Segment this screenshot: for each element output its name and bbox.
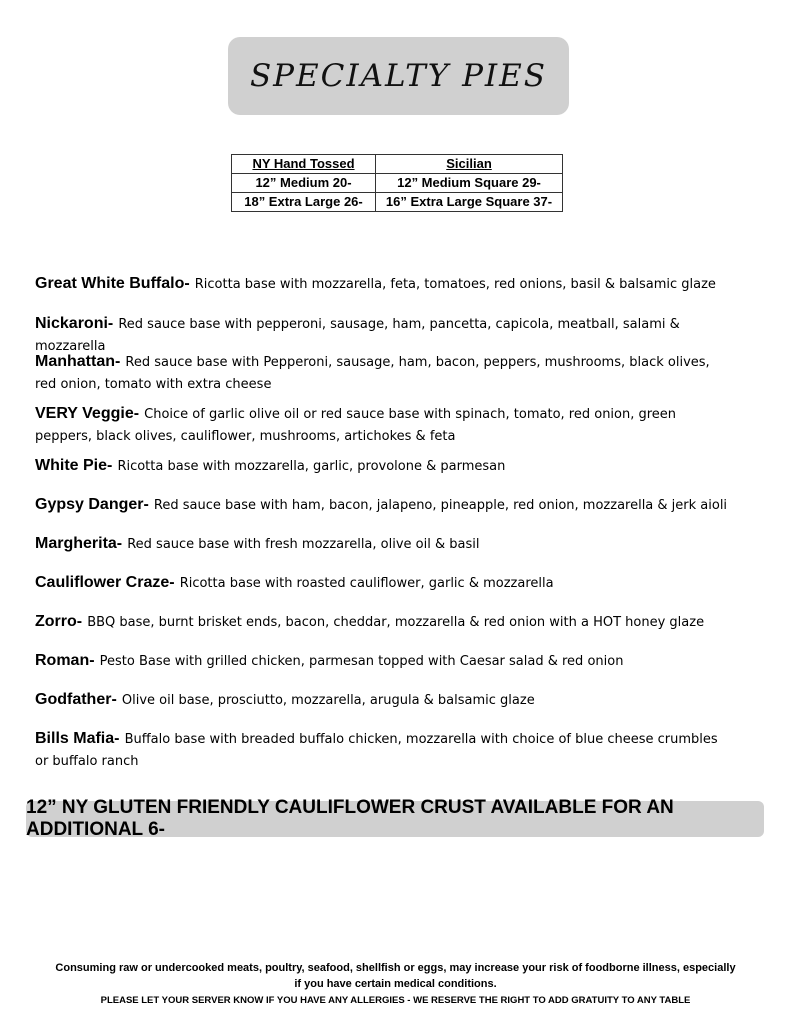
menu-item-description: Choice of garlic olive oil or red sauce base with spinach, tomato, red onion, green peppers, black olives, cauliflower, mushrooms, artichokes & feta bbox=[35, 407, 677, 444]
table-cell: 12” Medium 20- bbox=[232, 174, 376, 193]
menu-item-description: Buffalo base with breaded buffalo chicken, mozzarella with choice of blue cheese crumbles or buffalo ranch bbox=[35, 732, 718, 769]
menu-item-description: Red sauce base with ham, bacon, jalapeno, pineapple, red onion, mozzarella & jerk aioli bbox=[153, 498, 728, 513]
menu-item-description: Olive oil base, prosciutto, mozzarella, arugula & balsamic glaze bbox=[121, 693, 535, 708]
menu-item bbox=[35, 728, 735, 772]
table-cell: 16” Extra Large Square 37- bbox=[376, 193, 563, 212]
menu-item-description: Ricotta base with roasted cauliflower, garlic & mozzarella bbox=[179, 576, 554, 591]
allergy-notice: PLEASE LET YOUR SERVER KNOW IF YOU HAVE ANY ALLERGIES - WE RESERVE THE RIGHT TO ADD GRATUITY TO ANY TABLE bbox=[100, 995, 691, 1006]
menu-item bbox=[35, 650, 735, 672]
menu-item-name: Zorro- bbox=[35, 613, 83, 630]
menu-item bbox=[35, 494, 735, 516]
menu-item-name: Nickaroni- bbox=[35, 315, 114, 332]
disclaimer-line: if you have certain medical conditions. bbox=[294, 978, 497, 990]
menu-item bbox=[35, 689, 735, 711]
table-cell: 12” Medium Square 29- bbox=[376, 174, 563, 193]
menu-item-name: VERY Veggie- bbox=[35, 405, 140, 422]
menu-item-description: Pesto Base with grilled chicken, parmesan topped with Caesar salad & red onion bbox=[99, 654, 624, 669]
column-header-ny: NY Hand Tossed bbox=[232, 155, 376, 174]
menu-item-name: Margherita- bbox=[35, 535, 123, 552]
column-header-sicilian: Sicilian bbox=[376, 155, 563, 174]
menu-item-description: Red sauce base with pepperoni, sausage, ham, pancetta, capicola, meatball, salami & mozzarella bbox=[35, 317, 680, 354]
disclaimer-line: Consuming raw or undercooked meats, poultry, seafood, shellfish or eggs, may increase your risk of foodborne illness, especially bbox=[55, 962, 736, 974]
menu-item bbox=[35, 351, 735, 395]
menu-item bbox=[35, 572, 735, 594]
menu-item-description: Red sauce base with Pepperoni, sausage, ham, bacon, peppers, mushrooms, black olives, red onion, tomato with extra cheese bbox=[35, 355, 710, 392]
table-row bbox=[232, 193, 563, 212]
menu-item bbox=[35, 403, 735, 447]
menu-item-name: Cauliflower Craze- bbox=[35, 574, 175, 591]
menu-item-description: BBQ base, burnt brisket ends, bacon, cheddar, mozzarella & red onion with a HOT honey glaze bbox=[87, 615, 705, 630]
menu-item-description: Red sauce base with fresh mozzarella, olive oil & basil bbox=[127, 537, 480, 552]
menu-item-name: White Pie- bbox=[35, 457, 113, 474]
menu-item-name: Gypsy Danger- bbox=[35, 496, 149, 513]
menu-item-name: Godfather- bbox=[35, 691, 117, 708]
menu-item-description: Ricotta base with mozzarella, garlic, provolone & parmesan bbox=[117, 459, 506, 474]
page-title: SPECIALTY PIES bbox=[249, 58, 548, 94]
title-box bbox=[228, 37, 569, 115]
menu-item bbox=[35, 273, 735, 295]
menu-item-name: Great White Buffalo- bbox=[35, 275, 190, 292]
menu-item-name: Bills Mafia- bbox=[35, 730, 120, 747]
banner-text: 12” NY GLUTEN FRIENDLY CAULIFLOWER CRUST AVAILABLE FOR AN ADDITIONAL 6- bbox=[26, 797, 674, 840]
table-cell: 18” Extra Large 26- bbox=[232, 193, 376, 212]
menu-item-name: Roman- bbox=[35, 652, 95, 669]
table-header-row bbox=[232, 155, 563, 174]
menu-item-description: Ricotta base with mozzarella, feta, tomatoes, red onions, basil & balsamic glaze bbox=[194, 277, 716, 292]
menu-item-name: Manhattan- bbox=[35, 353, 121, 370]
menu-item bbox=[35, 533, 735, 555]
menu-item bbox=[35, 611, 735, 633]
disclaimer bbox=[40, 960, 751, 1009]
gluten-free-banner bbox=[26, 797, 764, 840]
size-price-table bbox=[231, 154, 563, 212]
menu-item bbox=[35, 455, 735, 477]
table-row bbox=[232, 174, 563, 193]
